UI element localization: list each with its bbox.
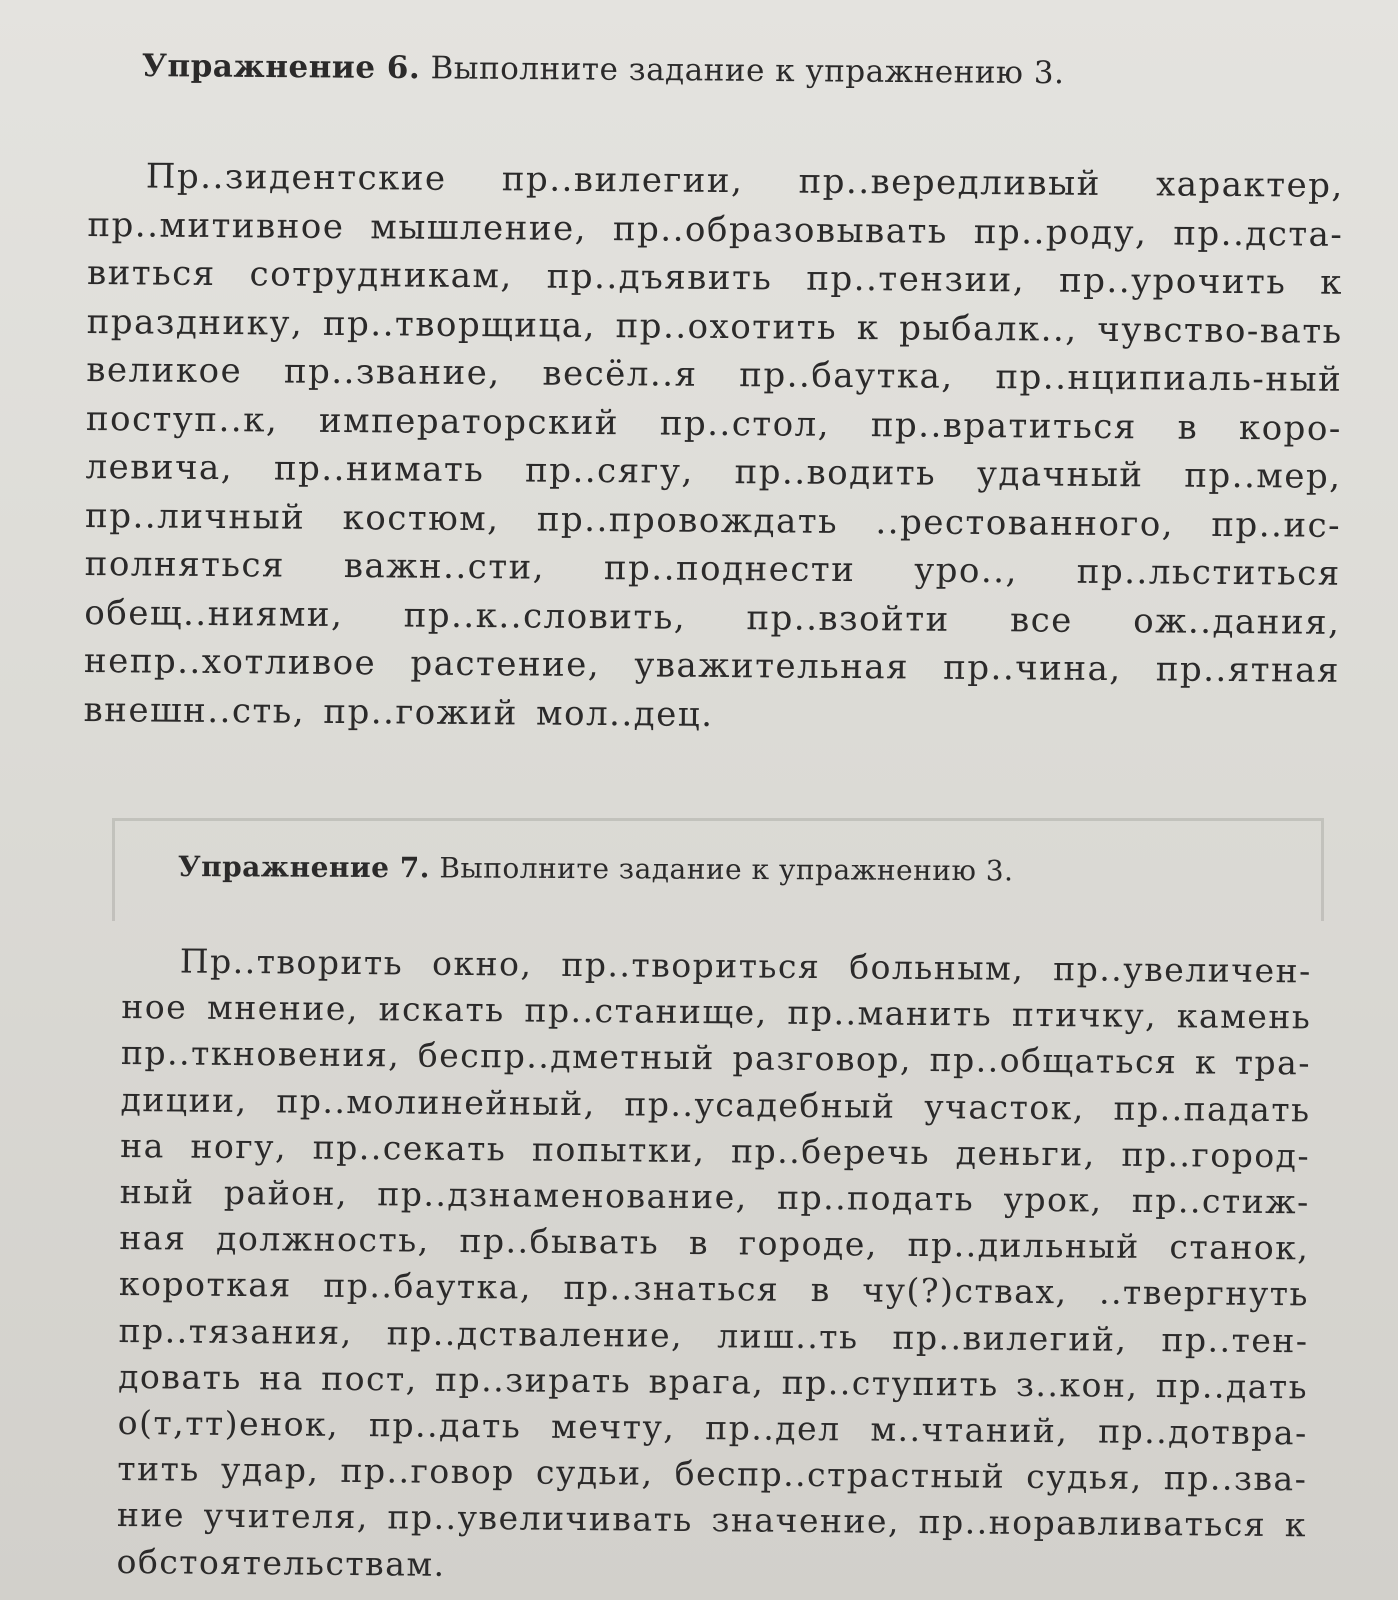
exercise-7-instruction: Выполните задание к упражнению 3. (439, 851, 1014, 888)
exercise-7-heading (178, 850, 1014, 888)
exercise-6-instruction: Выполните задание к упражнению 3. (430, 50, 1065, 92)
exercise-7-text: Пр..творить окно, пр..твориться больным, пр..увеличен-ное мнение, искать пр..станище, пр..манить птичку, камень пр..ткновения, беспр..дметный разговор, пр..общаться к тра-диции, пр..молинейный, пр..усадебный участок, пр..падать на ногу, пр..секать попытки, пр..беречь деньги, пр..город-ный район, пр..дзнаменование, пр..подать урок, пр..стиж-ная должность, пр..бывать в городе, пр..дильный станок, короткая пр..баутка, пр..знаться в чу(?)ствах, ..твергнуть пр..тязания, пр..дстваление, лиш..ть пр..вилегий, пр..тен-довать на пост, пр..зирать врага, пр..ступить з..кон, пр..дать о(т,тт)енок, пр..дать мечту, пр..дел м..чтаний, пр..дотвра-тить удар, пр..говор судьи, беспр..страстный судья, пр..зва-ние учителя, пр..увеличивать значение, пр..норавливаться к обстоятельствам. (116, 941, 1312, 1584)
exercise-6-label: Упражнение 6. (141, 48, 421, 87)
exercise-6-heading (142, 48, 1065, 92)
exercise-7-label: Упражнение 7. (177, 850, 431, 885)
exercise-6-text: Пр..зидентские пр..вилегии, пр..вередливый характер, пр..митивное мышление, пр..образовывать пр..роду, пр..дста-виться сотрудникам, пр..дъявить пр..тензии, пр..урочить к празднику, пр..творщица, пр..охотить к рыбалк.., чувство-вать великое пр..звание, весёл..я пр..баутка, пр..нципиаль-ный поступ..к, императорский пр..стол, пр..вратиться в коро-левича, пр..нимать пр..сягу, пр..водить удачный пр..мер, пр..личный костюм, пр..провождать ..рестованного, пр..ис-полняться важн..сти, пр..поднести уро.., пр..льститься обещ..ниями, пр..к..словить, пр..взойти все ож..дания, непр..хотливое растение, уважительная пр..чина, пр..ятная внешн..сть, пр..гожий мол..дец. (83, 156, 1344, 735)
